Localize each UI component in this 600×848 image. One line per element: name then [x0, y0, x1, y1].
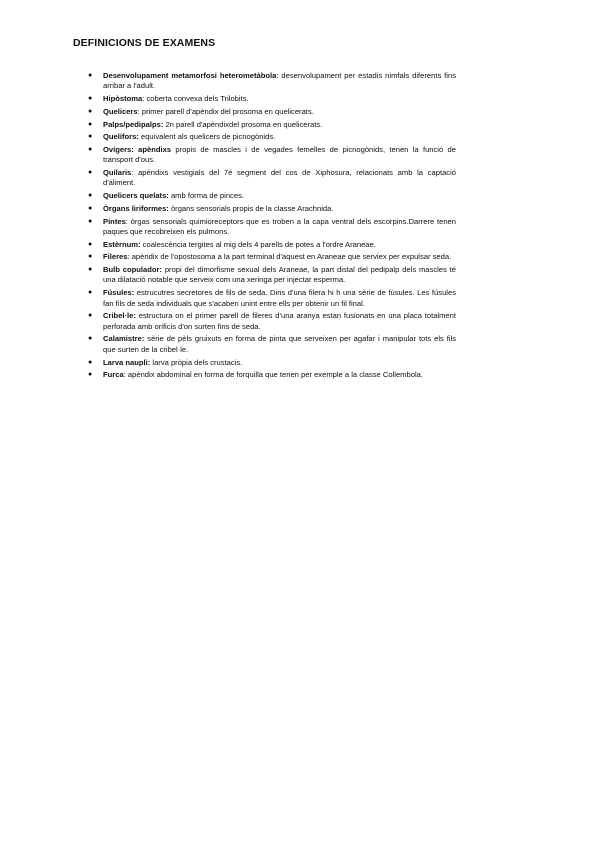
definition-text: estrucutres secretores de fils de seda. Dins d'una filera hi h una sèrie de fúsules. Les fúsules fan fils de seda individuals que s'acaben unint entre ells per obtenir un fil final. — [103, 288, 456, 308]
definition-term: Òrgans liriformes: — [103, 203, 169, 213]
bullet-icon: ● — [88, 107, 93, 115]
definition-text: propi del dimorfisme sexual dels Araneae, la part distal del pedipalp dels mascles té una dilatació notable que serveix com una xeringa per injectar esperma. — [103, 265, 457, 285]
definition-term: Quelífors: — [103, 132, 139, 142]
bullet-icon: ● — [88, 253, 93, 261]
definition-item — [88, 239, 456, 250]
definition-item — [88, 357, 456, 368]
bullet-icon: ● — [88, 204, 93, 212]
definition-item — [88, 71, 456, 92]
bullet-icon: ● — [88, 133, 93, 141]
definition-text: amb forma de pinces. — [168, 191, 244, 201]
definition-item — [88, 252, 456, 262]
definition-term: Desenvolupament metamorfosi heterometàbola — [103, 71, 277, 80]
bullet-icon: ● — [88, 169, 93, 177]
definition-term: Pintes — [103, 216, 126, 226]
definition-text: : desenvolupament per estadis nimfals diferents fins arribar a l'adult. — [103, 71, 456, 91]
definition-text: sèrie de pèls gruixuts en forma de pinta que serveixen per agafar i manipular tots els fils que surten de la cribel·le. — [103, 334, 456, 354]
definition-text: propis de mascles i de vegades femelles de picnogònids, tenen la funció de transport d'ous. — [103, 144, 456, 165]
bullet-icon: ● — [88, 289, 93, 297]
bullet-icon: ● — [88, 72, 93, 79]
definition-term: Estèrnum: — [103, 239, 141, 249]
definition-item — [88, 203, 456, 214]
definition-text: 2n parell d'apèndixdel prosoma en quelicerats. — [163, 119, 323, 129]
definition-term: Ovígers: apèndixs — [103, 144, 172, 154]
definition-text: òrgans sensorials propis de la classe Arachnida. — [168, 203, 334, 213]
bullet-icon: ● — [88, 266, 93, 274]
definition-text: : apèndix de l'opostosoma a la part terminal d'aquest en Araneae que serviex per expulsar seda. — [127, 252, 452, 262]
definition-item — [88, 370, 456, 380]
definition-term: Quelicers — [103, 106, 138, 116]
definition-term: Bulb copulador: — [103, 265, 162, 275]
definition-term: Furca — [103, 370, 124, 380]
definition-text: : òrgas sensorials quimioreceptors que es troben a la capa ventral dels escorpins.Darrere tenen paques que recobreixen els pulmons. — [103, 216, 456, 236]
definition-item — [88, 216, 456, 238]
document-title: DEFINICIONS DE EXAMENS — [73, 37, 216, 49]
definition-text: : apèndixs vestigials del 7è segment del cos de Xiphosura, relacionats amb la captació d'aliment. — [103, 168, 456, 188]
definition-item — [88, 288, 456, 309]
definition-item — [88, 168, 456, 189]
bullet-icon: ● — [88, 371, 93, 379]
bullet-icon: ● — [88, 145, 93, 153]
definition-item — [88, 311, 456, 332]
definition-text: coalescència tergites al mig dels 4 parells de potes a l'ordre Araneae. — [140, 239, 376, 249]
bullet-icon: ● — [88, 192, 93, 200]
definition-term: Calamistre: — [103, 334, 145, 344]
definition-item — [88, 265, 457, 286]
definition-term: Larva naupli: — [103, 357, 151, 367]
bullet-icon: ● — [88, 335, 93, 343]
definition-term: Fileres — [103, 252, 128, 262]
definition-text: estructura on el primer parell de fileres d'una aranya estan fusionats en una placa totalment perforada amb orificis d'on surten fins de seda. — [103, 311, 456, 331]
definition-item — [88, 191, 456, 201]
bullet-icon: ● — [88, 120, 93, 128]
definition-item — [88, 334, 456, 355]
definition-item — [88, 132, 456, 142]
definition-item — [88, 94, 456, 104]
definition-text: : coberta convexa dels Trilobits. — [142, 94, 249, 104]
definition-term: Quilaris — [103, 168, 132, 178]
bullet-icon: ● — [88, 358, 93, 366]
definition-text: larva pròpia dels crustacis. — [150, 357, 243, 367]
definition-item — [88, 119, 456, 130]
bullet-icon: ● — [88, 312, 93, 320]
bullet-icon: ● — [88, 95, 93, 103]
definition-term: Fúsules: — [103, 288, 135, 298]
definition-text: : apèndix abdominal en forma de forquilla que tenen per exemple a la classe Collembola. — [123, 370, 423, 380]
definition-item — [88, 144, 456, 166]
definition-term: Hipòstoma — [103, 94, 143, 104]
bullet-icon: ● — [88, 240, 93, 248]
definition-item — [88, 106, 456, 117]
definition-text: : primer parell d'apèndix del prosoma en quelicerats. — [137, 106, 314, 116]
definition-term: Quelicers quelats: — [103, 191, 169, 201]
bullet-icon: ● — [88, 217, 93, 225]
definitions-list — [88, 71, 457, 383]
definition-term: Palps/pedipalps: — [103, 119, 164, 129]
definition-text: equivalent als quelicers de picnogònids. — [138, 132, 276, 142]
definition-term: Cribel·le: — [103, 311, 136, 321]
